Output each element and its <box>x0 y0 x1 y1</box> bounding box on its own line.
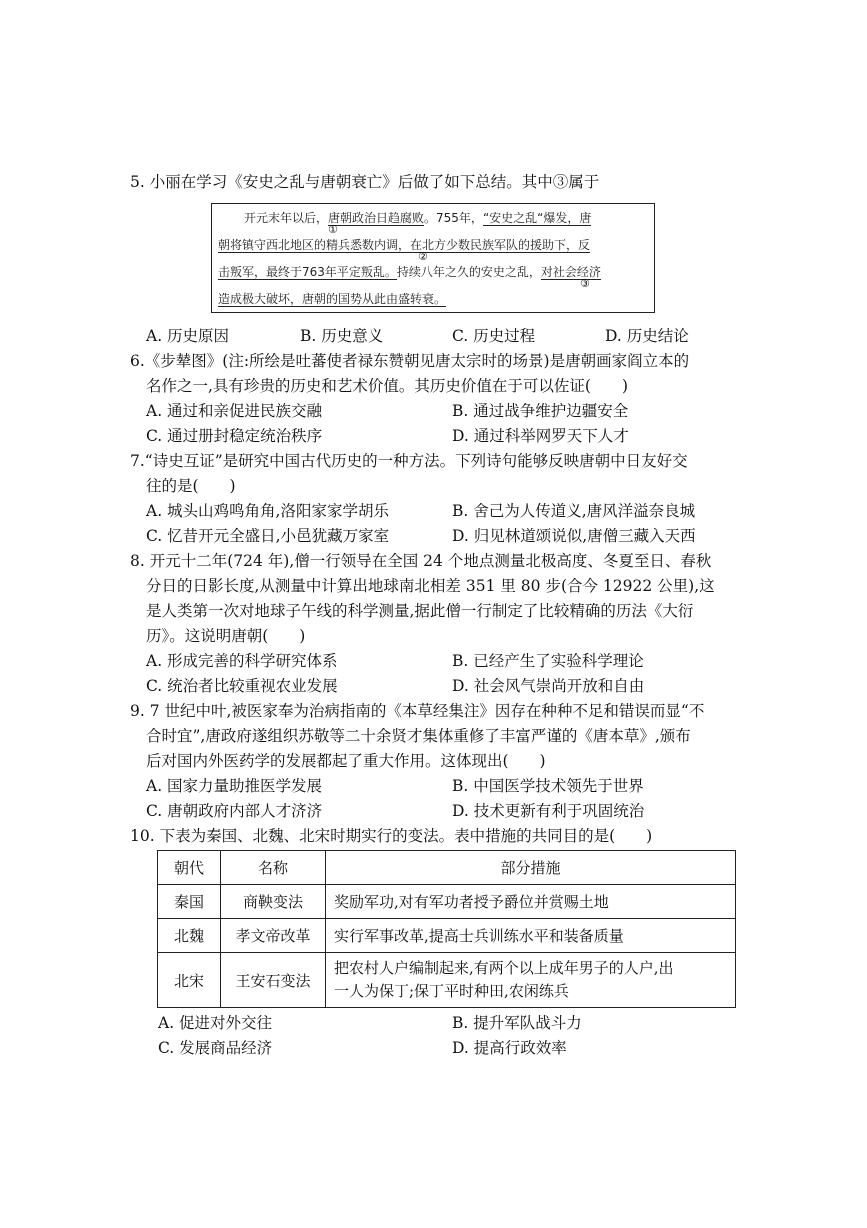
q5-option-c[interactable]: C. 历史过程 <box>452 327 536 345</box>
q6-option-c[interactable]: C. 通过册封稳定统治秩序 <box>146 427 323 445</box>
cell-measure <box>326 953 736 1008</box>
q9-stem-line-1: 9. 7 世纪中叶,被医家奉为治病指南的《本草经集注》因存在种种不足和错误而显“不 <box>130 702 705 720</box>
cell-measure-line-1: 把农村人户编制起来,有两个以上成年男子的人户,出 <box>334 959 674 977</box>
passage-underline-5: 对社会经济 <box>540 265 601 279</box>
cell-name: 王安石变法 <box>221 953 326 1008</box>
table-row <box>158 953 736 1008</box>
q8-stem-line-2: 分日的日影长度,从测量中计算出地球南北相差 351 里 80 步(合今 12922 公里),这 <box>146 577 715 595</box>
cell-name: 商鞅变法 <box>221 885 326 919</box>
q10-option-a[interactable]: A. 促进对外交往 <box>158 1014 273 1032</box>
q7-stem-line-2: 往的是( ) <box>146 477 236 495</box>
q8-stem-line-4: 历》。这说明唐朝( ) <box>146 627 306 645</box>
q5-passage-line-2 <box>218 237 590 253</box>
header-measures: 部分措施 <box>326 851 736 885</box>
q5-option-a[interactable]: A. 历史原因 <box>146 327 230 345</box>
q9-option-c[interactable]: C. 唐朝政府内部人才济济 <box>146 802 323 820</box>
cell-measure-line-2: 一人为保丁;保丁平时种田,农闲练兵 <box>334 982 569 1000</box>
q7-option-a[interactable]: A. 城头山鸡鸣角角,洛阳家家学胡乐 <box>146 502 389 520</box>
q7-option-d[interactable]: D. 归见林道颂说似,唐僧三藏入天西 <box>452 527 696 545</box>
q9-stem-line-3: 后对国内外医药学的发展都起了重大作用。这体现出( ) <box>146 752 546 770</box>
q6-stem-line-2: 名作之一,具有珍贵的历史和艺术价值。其历史价值在于可以佐证( ) <box>146 377 629 395</box>
q5-option-b[interactable]: B. 历史意义 <box>300 327 384 345</box>
q9-stem-line-2: 合时宜”,唐政府遂组织苏敬等二十余贤才集体重修了丰富严谨的《唐本草》,颁布 <box>146 727 691 745</box>
q8-option-c[interactable]: C. 统治者比较重视农业发展 <box>146 677 338 695</box>
cell-dynasty: 北魏 <box>158 919 221 953</box>
q5-passage-line-1 <box>244 210 591 226</box>
reform-table <box>157 850 736 1008</box>
cell-measure: 奖励军功,对有军功者授予爵位并赏赐土地 <box>326 885 736 919</box>
q10-option-b[interactable]: B. 提升军队战斗力 <box>452 1014 582 1032</box>
cell-measure: 实行军事改革,提高士兵训练水平和装备质量 <box>326 919 736 953</box>
q8-stem-line-3: 是人类第一次对地球子午线的科学测量,据此僧一行制定了比较精确的历法《大衍 <box>146 602 694 620</box>
table-row <box>158 919 736 953</box>
passage-underline-2: “安史之乱“爆发，唐 <box>482 211 592 225</box>
q10-option-c[interactable]: C. 发展商品经济 <box>158 1039 273 1057</box>
passage-underline-3: 朝将镇守西北地区的精兵悉数内调，在北方少数民族军队的援助下，反 <box>218 238 591 252</box>
cell-dynasty: 北宋 <box>158 953 221 1008</box>
passage-underline-6: 造成极大破坏，唐朝的国势从此由盛转衰。 <box>218 292 447 306</box>
q5-passage-box <box>211 203 655 313</box>
marker-2: ② <box>418 250 428 263</box>
q8-option-d[interactable]: D. 社会风气崇尚开放和自由 <box>452 677 645 695</box>
passage-text: 。755年， <box>424 211 483 225</box>
q6-option-d[interactable]: D. 通过科举网罗天下人才 <box>452 427 629 445</box>
q6-option-b[interactable]: B. 通过战争维护边疆安全 <box>452 402 629 420</box>
q8-option-b[interactable]: B. 已经产生了实验科学理论 <box>452 652 644 670</box>
q9-option-b[interactable]: B. 中国医学技术领先于世界 <box>452 777 644 795</box>
q8-stem-line-1: 8. 开元十二年(724 年),僧一行领导在全国 24 个地点测量北极高度、冬夏至日、春秋 <box>130 552 712 570</box>
header-name: 名称 <box>221 851 326 885</box>
passage-text: 开元末年以后， <box>244 211 329 225</box>
marker-1: ① <box>328 223 338 236</box>
q10-stem: 10. 下表为秦国、北魏、北宋时期实行的变法。表中措施的共同目的是( ) <box>130 827 653 845</box>
q6-stem-line-1: 6.《步辇图》(注:所绘是吐蕃使者禄东赞朝见唐太宗时的场景)是唐朝画家阎立本的 <box>130 352 690 370</box>
passage-underline-4: 击叛军，最终于763年平定叛乱。 <box>218 265 397 279</box>
q5-stem: 5. 小丽在学习《安史之乱与唐朝衰亡》后做了如下总结。其中③属于 <box>130 173 600 191</box>
q7-option-b[interactable]: B. 舍己为人传道义,唐风洋溢奈良城 <box>452 502 696 520</box>
table-row <box>158 885 736 919</box>
marker-3: ③ <box>580 277 590 290</box>
q5-passage-line-3 <box>218 264 601 280</box>
passage-underline-1: 唐朝政治日趋腐败 <box>328 211 425 225</box>
q10-option-d[interactable]: D. 提高行政效率 <box>452 1039 567 1057</box>
q6-option-a[interactable]: A. 通过和亲促进民族交融 <box>146 402 323 420</box>
passage-text: 持续八年之久的安史之乱， <box>396 265 541 279</box>
q9-option-a[interactable]: A. 国家力量助推医学发展 <box>146 777 323 795</box>
header-dynasty: 朝代 <box>158 851 221 885</box>
cell-dynasty: 秦国 <box>158 885 221 919</box>
q7-option-c[interactable]: C. 忆昔开元全盛日,小邑犹藏万家室 <box>146 527 390 545</box>
cell-name: 孝文帝改革 <box>221 919 326 953</box>
q7-stem-line-1: 7.“诗史互证”是研究中国古代历史的一种方法。下列诗句能够反映唐朝中日友好交 <box>130 452 688 470</box>
q5-passage-line-4 <box>218 291 446 307</box>
q8-option-a[interactable]: A. 形成完善的科学研究体系 <box>146 652 338 670</box>
table-header-row <box>158 851 736 885</box>
q5-option-d[interactable]: D. 历史结论 <box>605 327 689 345</box>
q9-option-d[interactable]: D. 技术更新有利于巩固统治 <box>452 802 645 820</box>
